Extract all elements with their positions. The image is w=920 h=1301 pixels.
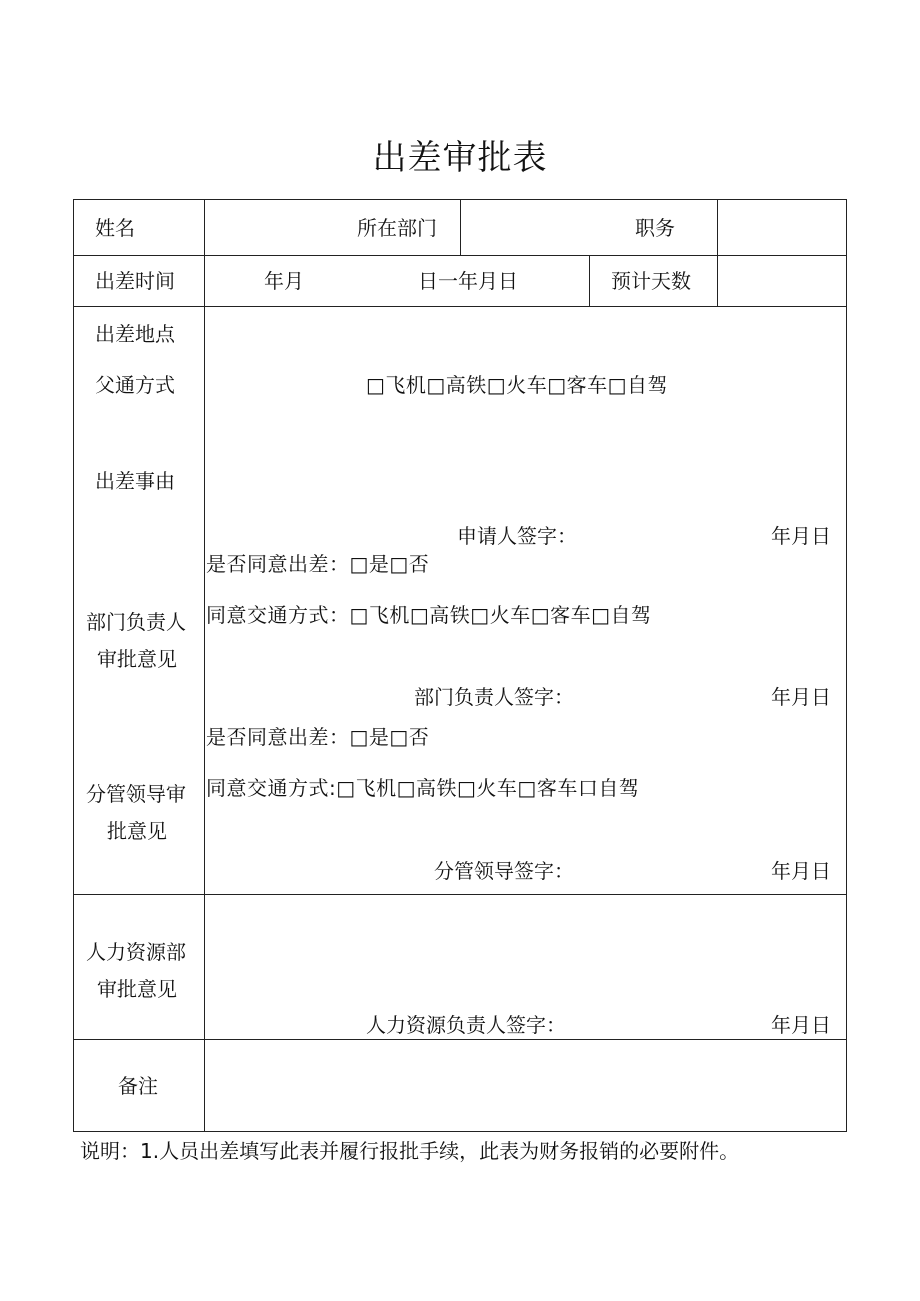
hr-signature-label: 人力资源负责人签字： (366, 1013, 566, 1037)
footnote: 说明：1.人员出差填写此表并履行报批手续，此表为财务报销的必要附件。 (80, 1139, 740, 1163)
name-label: 姓名 (95, 216, 135, 240)
department-field[interactable] (469, 214, 609, 242)
dept-head-label-line2: 审批意见 (97, 647, 177, 671)
transport-options[interactable]: □飞机□高铁□火车□客车□自驾 (366, 373, 668, 397)
travel-place-label: 出差地点 (95, 322, 175, 346)
name-field[interactable] (214, 214, 314, 242)
position-label: 职务 (635, 216, 675, 240)
leader-transport-options[interactable]: 同意交通方式:□飞机□高铁□火车□客车口自驾 (206, 776, 640, 800)
applicant-date: 年月日 (771, 524, 831, 548)
applicant-signature-label: 申请人签字： (457, 524, 577, 548)
dept-head-agree-options[interactable]: 是否同意出差：□是□否 (206, 552, 430, 576)
leader-agree-options[interactable]: 是否同意出差：□是□否 (206, 725, 430, 749)
hr-label-line2: 审批意见 (97, 977, 177, 1001)
remarks-label: 备注 (118, 1074, 158, 1098)
row-divider (74, 1039, 846, 1040)
travel-end-date: 日一年月日 (418, 269, 518, 293)
row-divider (74, 255, 846, 256)
dept-head-signature-label: 部门负责人签字： (414, 685, 574, 709)
page-title: 出差审批表 (372, 138, 548, 178)
hr-date: 年月日 (771, 1013, 831, 1037)
estimated-days-field[interactable] (726, 266, 838, 294)
row-divider (74, 306, 846, 307)
transport-label: 父通方式 (95, 373, 175, 397)
leader-date: 年月日 (771, 859, 831, 883)
dept-head-label-line1: 部门负责人 (86, 610, 186, 634)
cell-divider (717, 200, 718, 306)
label-column-divider (204, 200, 205, 1131)
remarks-field[interactable] (214, 1048, 838, 1124)
leader-label-line2: 批意见 (107, 819, 167, 843)
row-divider (74, 894, 846, 895)
position-field[interactable] (726, 214, 838, 242)
hr-label-line1: 人力资源部 (86, 940, 186, 964)
department-label: 所在部门 (357, 216, 437, 240)
leader-signature-label: 分管领导签字： (434, 859, 574, 883)
approval-form-table (73, 199, 847, 1132)
travel-reason-label: 出差事由 (95, 469, 175, 493)
dept-head-date: 年月日 (771, 685, 831, 709)
travel-start-date: 年月 (264, 269, 304, 293)
cell-divider (589, 255, 590, 306)
travel-time-label: 出差时间 (95, 269, 175, 293)
leader-label-line1: 分管领导审 (86, 782, 186, 806)
estimated-days-label: 预计天数 (611, 269, 691, 293)
dept-head-transport-options[interactable]: 同意交通方式：□飞机□高铁□火车□客车□自驾 (206, 603, 652, 627)
